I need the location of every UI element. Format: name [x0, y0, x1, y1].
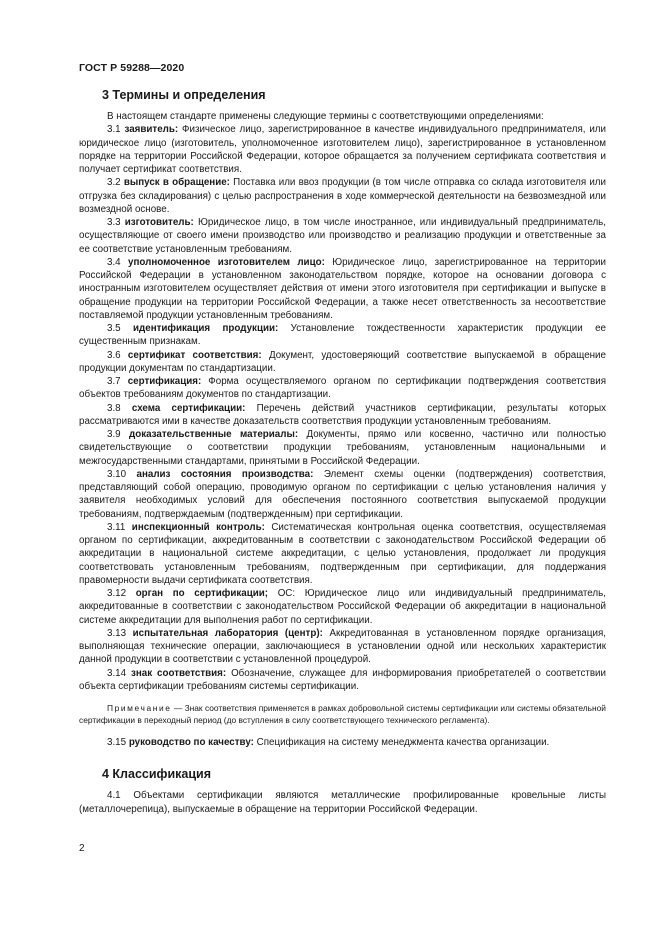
term-number: 3.12 [107, 588, 127, 599]
term-def: Перечень действий участников сертификации, результаты которых рассматриваются ими в качестве доказательств соответствия продукции установленным требованиям. [79, 402, 607, 427]
term-number: 3.1 [107, 124, 121, 136]
term-name: орган по сертификации; [135, 588, 269, 599]
term-definition [79, 627, 606, 667]
term-name: сертификат соответствия: [127, 349, 262, 361]
term-def: Обозначение, служащее для информирования приобретателей о соответствии объекта сертификации требованиям системы сертификации. [79, 667, 606, 692]
term-def: Документ, удостоверяющий соответствие выпускаемой в обращение продукции документам по стандартизации. [79, 349, 606, 374]
term-definition [79, 521, 606, 587]
term-name: идентификация продукции: [133, 323, 279, 334]
term-name: доказательственные материалы: [129, 429, 299, 440]
term-definition [79, 349, 606, 376]
term-number: 3.6 [107, 349, 121, 361]
section-3-title: 3 Термины и определения [102, 88, 266, 102]
term-name: уполномоченное изготовителем лицо: [128, 256, 325, 268]
term-def: Спецификация на систему менеджмента качества организации. [256, 737, 550, 748]
term-definition [79, 428, 606, 468]
note [79, 703, 606, 726]
term-number: 3.14 [107, 667, 127, 679]
term-def: Юридическое лицо, в том числе иностранное, или индивидуальный предприниматель, осуществляющие от своего имени производство или производство и реализацию продукции и ответственные за ее соответствие установленным требованиям. [79, 217, 606, 255]
term-definition [79, 402, 606, 429]
term-definition [79, 587, 606, 627]
term-def: Форма осуществляемого органом по сертификации подтверждения соответствия объектов требованиям документов по стандартизации. [79, 376, 606, 401]
term-def: Установление тождественности характеристик продукции ее существенным признакам. [79, 323, 606, 348]
term-definition [79, 256, 606, 322]
term-number: 3.9 [107, 429, 121, 440]
term-def: Систематическая контрольная оценка соответствия, осуществляемая органом по сертификации, аккредитованным в соответствии с законодательством Российской Федерации об аккредитации в национальной системе аккредитации, с целью установления, продолжает ли продукция соответствовать установленным требованиям, подтвержденным при сертификации, для поддержания правомерности выдачи сертификата соответствия. [79, 521, 606, 586]
section-3-intro: В настоящем стандарте применены следующие термины с соответствующими определениями: [107, 111, 544, 122]
section-4-title: 4 Классификация [102, 767, 212, 782]
term-number: 3.8 [107, 402, 121, 414]
term-name: сертификация: [127, 376, 202, 387]
term-name: инспекционный контроль: [131, 521, 265, 533]
page-body [79, 88, 606, 816]
note-text: — Знак соответствия применяется в рамках добровольной системы сертификации или системы обязательной сертификации в переходный период (до вступления в силу соответствующего технического регламента). [79, 703, 606, 725]
page-number: 2 [79, 843, 85, 854]
term-name: схема сертификации: [131, 402, 246, 414]
term-name: анализ состояния производства: [136, 468, 314, 480]
term-definition [79, 123, 606, 176]
note-label: Примечание [107, 703, 172, 713]
terms-list [79, 123, 606, 693]
term-definition [79, 667, 606, 694]
term-definition [79, 468, 606, 521]
term-number: 3.4 [107, 256, 121, 268]
document-header: ГОСТ Р 59288—2020 [79, 62, 185, 74]
term-number: 3.5 [107, 323, 121, 334]
term-name: изготовитель: [124, 217, 194, 228]
term-number: 3.10 [107, 468, 127, 480]
term-def: Физическое лицо, зарегистрированное в качестве индивидуального предпринимателя, или юридическое лицо (изготовитель, уполномоченное изготовителем лицо), зарегистрированное в установленном порядке на территории Российской Федерации, которое обращается за получением сертификата соответствия и получает сертификат соответствия. [79, 124, 606, 175]
term-def: Аккредитованная в установленном порядке организация, выполняющая технические операции, заключающиеся в установлении одной или нескольких характеристик данной продукции в соответствии с установленной процедурой. [79, 627, 606, 666]
term-number: 3.3 [107, 217, 121, 228]
term-definition [79, 216, 606, 256]
term-definition [79, 375, 606, 402]
term-definition [79, 322, 606, 349]
term-number: 3.11 [107, 521, 126, 533]
term-definition [79, 176, 606, 216]
term-number: 3.13 [107, 627, 127, 639]
term-name: выпуск в обращение: [123, 177, 230, 189]
term-def: Документы, прямо или косвенно, частично или полностью свидетельствующие о соответствии продукции требованиям, установленным национальными и межгосударственными стандартами, принятыми в Российской Федерации. [79, 429, 606, 467]
term-number: 3.2 [107, 177, 121, 189]
term-name: знак соответствия: [130, 667, 227, 679]
term-definition-3-15 [79, 736, 606, 749]
term-name: заявитель: [124, 124, 179, 136]
term-number: 3.15 [107, 737, 127, 748]
term-def: Поставка или ввоз продукции (в том числе отправка со склада изготовителя или отгрузка без складирования) с целью распространения в ходе коммерческой деятельности на безвозмездной или возмездной основе. [79, 177, 606, 215]
term-number: 3.7 [107, 376, 121, 387]
section-4-paragraph: 4.1 Объектами сертификации являются металлические профилированные кровельные листы (металлочерепица), выпускаемые в обращение на территории Российской Федерации. [79, 790, 606, 815]
term-def: Элемент схемы оценки (подтверждения) соответствия, представляющий собой операцию, проводимую органом по сертификации с целью установления наличия у заявителя необходимых условий для обеспечения постоянного соответствия выпускаемой продукции требованиям, подтверждаемым (подтвержденным) при сертификации. [79, 468, 606, 520]
term-def: Юридическое лицо, зарегистрированное на территории Российской Федерации в установленном законодательством порядке, которое на основании договора с иностранным изготовителем осуществляет действия от имени этого изготовителя при сертификации и выпуске в обращение продукции на территории Российской Федерации, а также несет ответственность за несоответствие поставляемой продукции установленным требованиям. [79, 256, 607, 321]
term-def: ОС: Юридическое лицо или индивидуальный предприниматель, аккредитованные в соответствии с законодательством Российской Федерации об аккредитации в национальной системе аккредитации для выполнения работ по сертификации. [79, 588, 606, 626]
term-name: руководство по качеству: [128, 737, 254, 748]
term-name: испытательная лаборатория (центр): [132, 627, 323, 639]
